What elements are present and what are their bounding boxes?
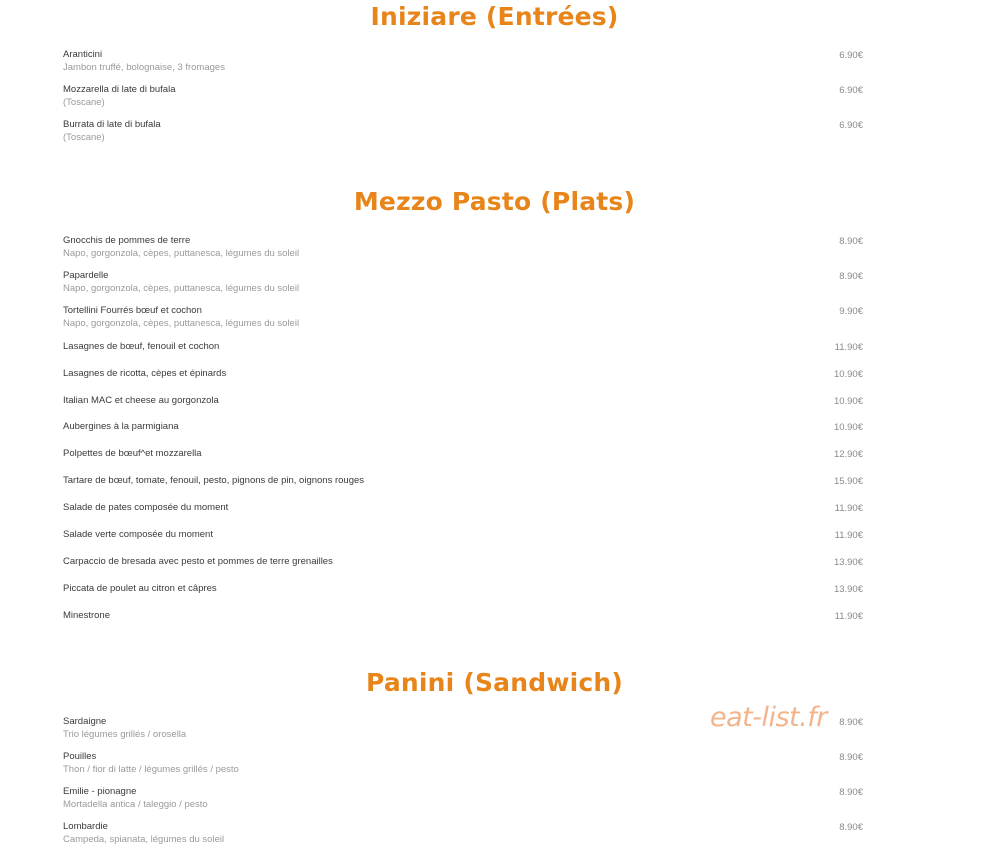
item-price: 8.90€ [839, 822, 863, 833]
menu-item [63, 340, 863, 353]
menu-item [63, 528, 863, 541]
item-price: 9.90€ [839, 306, 863, 317]
menu-item [63, 474, 863, 487]
item-desc: Jambon truffé, bolognaise, 3 fromages [63, 62, 225, 73]
item-name: Tartare de bœuf, tomate, fenouil, pesto, pignons de pin, oignons rouges [63, 475, 365, 486]
item-desc: (Toscane) [63, 132, 105, 143]
item-price: 15.90€ [833, 476, 863, 487]
menu-item [63, 269, 863, 295]
item-desc: Napo, gorgonzola, cèpes, puttanesca, légumes du soleil [63, 318, 300, 329]
item-name: Piccata de poulet au citron et câpres [63, 583, 217, 594]
item-desc: Mortadella antica / taleggio / pesto [63, 799, 208, 810]
item-name: Papardelle [63, 270, 109, 281]
item-desc: Campeda, spianata, légumes du soleil [63, 834, 225, 845]
item-name: Carpaccio de bresada avec pesto et pommes de terre grenailles [63, 556, 333, 567]
menu-item [63, 501, 863, 514]
menu-item [63, 394, 863, 407]
menu-item [63, 750, 863, 776]
item-desc: (Toscane) [63, 97, 105, 108]
item-price: 12.90€ [833, 449, 863, 460]
item-desc: Napo, gorgonzola, cèpes, puttanesca, légumes du soleil [63, 283, 300, 294]
item-price: 10.90€ [833, 422, 863, 433]
item-name: Lasagnes de bœuf, fenouil et cochon [63, 341, 220, 352]
item-price: 6.90€ [839, 50, 863, 61]
item-name: Sardaigne [63, 716, 107, 727]
item-name: Salade verte composée du moment [63, 529, 213, 540]
item-price: 6.90€ [839, 85, 863, 96]
item-name: Italian MAC et cheese au gorgonzola [63, 395, 219, 406]
item-name: Burrata di late di bufala [63, 119, 161, 130]
item-name: Mozzarella di late di bufala [63, 84, 176, 95]
section-title-entrees: Iniziare (Entrées) [370, 2, 619, 31]
section-title-plats: Mezzo Pasto (Plats) [353, 187, 636, 216]
item-price: 13.90€ [833, 557, 863, 568]
item-price: 8.90€ [839, 787, 863, 798]
menu-item [63, 83, 863, 109]
menu-item [63, 367, 863, 380]
item-price: 11.90€ [834, 611, 863, 622]
item-name: Emilie - pionagne [63, 786, 137, 797]
watermark: eat-list.fr [710, 702, 827, 733]
menu-item [63, 118, 863, 144]
menu-item [63, 48, 863, 74]
item-price: 8.90€ [839, 271, 863, 282]
item-price: 10.90€ [833, 396, 863, 407]
item-price: 10.90€ [833, 369, 863, 380]
menu-item [63, 555, 863, 568]
menu-item [63, 785, 863, 811]
item-desc: Trio légumes grillés / orosella [63, 729, 187, 740]
menu-item [63, 447, 863, 460]
menu-item [63, 582, 863, 595]
item-price: 8.90€ [839, 236, 863, 247]
item-name: Aubergines à la parmigiana [63, 421, 179, 432]
item-name: Lasagnes de ricotta, cèpes et épinards [63, 368, 227, 379]
item-price: 11.90€ [834, 342, 863, 353]
item-desc: Thon / fior di latte / légumes grillés / pesto [63, 764, 239, 775]
item-name: Minestrone [63, 610, 110, 621]
item-price: 11.90€ [834, 503, 863, 514]
item-price: 8.90€ [839, 717, 863, 728]
menu-item [63, 820, 863, 846]
item-name: Aranticini [63, 49, 103, 60]
item-name: Pouilles [63, 751, 97, 762]
item-name: Gnocchis de pommes de terre [63, 235, 191, 246]
item-price: 11.90€ [834, 530, 863, 541]
item-price: 8.90€ [839, 752, 863, 763]
item-name: Tortellini Fourrés bœuf et cochon [63, 305, 202, 316]
menu-item [63, 609, 863, 622]
item-price: 13.90€ [833, 584, 863, 595]
item-name: Lombardie [63, 821, 108, 832]
menu-item [63, 420, 863, 433]
item-name: Polpettes de bœuf^et mozzarella [63, 448, 202, 459]
item-desc: Napo, gorgonzola, cèpes, puttanesca, légumes du soleil [63, 248, 300, 259]
item-name: Salade de pates composée du moment [63, 502, 229, 513]
section-title-panini: Panini (Sandwich) [365, 668, 624, 697]
menu-item [63, 304, 863, 330]
menu-item [63, 234, 863, 260]
item-price: 6.90€ [839, 120, 863, 131]
